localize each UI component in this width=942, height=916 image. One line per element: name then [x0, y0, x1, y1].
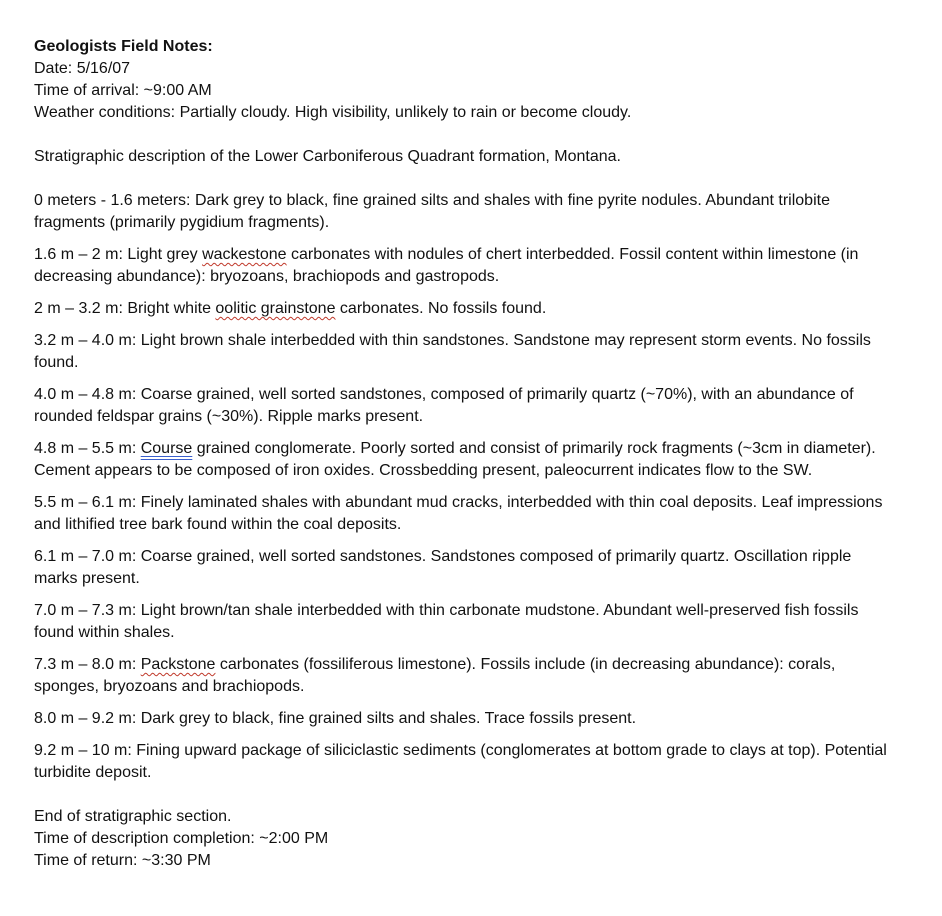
layer-text: 4.0 m – 4.8 m: Coarse grained, well sorted sandstones, composed of primarily quartz (~70%), with an abundance of rounded feldspar grains (~30%). Ripple marks present. — [34, 386, 854, 425]
layer-paragraph — [34, 600, 894, 644]
layer-paragraph — [34, 244, 894, 288]
weather-line: Weather conditions: Partially cloudy. High visibility, unlikely to rain or become cloudy. — [34, 104, 632, 121]
layer-text: 9.2 m – 10 m: Fining upward package of siliciclastic sediments (conglomerates at bottom grade to clays at top). Potential turbidite deposit. — [34, 742, 887, 781]
blank-line — [34, 168, 894, 190]
layer-paragraph — [34, 740, 894, 784]
layer-text: 3.2 m – 4.0 m: Light brown shale interbedded with thin sandstones. Sandstone may represent storm events. No fossils found. — [34, 332, 871, 371]
layer-list — [34, 190, 894, 784]
blank-line — [34, 124, 894, 146]
layer-text-start: 1.6 m – 2 m: Light grey — [34, 246, 203, 263]
intro-line: Stratigraphic description of the Lower Carboniferous Quadrant formation, Montana. — [34, 148, 621, 165]
spelling-flagged-word[interactable]: wackestone — [202, 246, 287, 263]
notes-title: Geologists Field Notes: — [34, 38, 213, 55]
completion-line: Time of description completion: ~2:00 PM — [34, 830, 329, 847]
layer-paragraph — [34, 330, 894, 374]
layer-text — [34, 438, 894, 482]
layer-text: 5.5 m – 6.1 m: Finely laminated shales with abundant mud cracks, interbedded with thin coal deposits. Leaf impressions and lithified tree bark found within the coal deposits. — [34, 494, 883, 533]
end-line: End of stratigraphic section. — [34, 808, 232, 825]
layer-text-end: carbonates. No fossils found. — [335, 300, 547, 317]
date-line: Date: 5/16/07 — [34, 60, 131, 77]
layer-text: 7.0 m – 7.3 m: Light brown/tan shale interbedded with thin carbonate mudstone. Abundant well-preserved fish fossils found within shales. — [34, 602, 859, 641]
layer-text: 8.0 m – 9.2 m: Dark grey to black, fine grained silts and shales. Trace fossils present. — [34, 710, 637, 727]
return-line: Time of return: ~3:30 PM — [34, 852, 211, 869]
layer-paragraph — [34, 492, 894, 536]
layer-paragraph — [34, 546, 894, 590]
layer-text — [34, 298, 894, 320]
layer-text-end: grained conglomerate. Poorly sorted and consist of primarily rock fragments (~3cm in diameter). Cement appears to be composed of iron oxides. Crossbedding present, paleocurrent indicates flow to the SW. — [34, 440, 876, 479]
layer-paragraph — [34, 708, 894, 730]
layer-paragraph — [34, 384, 894, 428]
layer-text: 6.1 m – 7.0 m: Coarse grained, well sorted sandstones. Sandstones composed of primarily quartz. Oscillation ripple marks present. — [34, 548, 852, 587]
layer-paragraph — [34, 298, 894, 320]
layer-text-start: 2 m – 3.2 m: Bright white — [34, 300, 216, 317]
layer-paragraph — [34, 654, 894, 698]
blank-line — [34, 794, 894, 806]
document-page — [34, 36, 894, 872]
layer-text-start: 4.8 m – 5.5 m: — [34, 440, 141, 457]
grammar-flagged-word[interactable]: Course — [140, 440, 193, 457]
layer-text-end: carbonates (fossiliferous limestone). Fossils include (in decreasing abundance): corals, sponges, bryozoans and brachiopods. — [34, 656, 836, 695]
layer-text-end: carbonates with nodules of chert interbedded. Fossil content within limestone (in decreasing abundance): bryozoans, brachiopods and gastropods. — [34, 246, 859, 285]
spelling-flagged-word[interactable]: oolitic grainstone — [215, 300, 336, 317]
spelling-flagged-word[interactable]: Packstone — [140, 656, 216, 673]
layer-text: 0 meters - 1.6 meters: Dark grey to black, fine grained silts and shales with fine pyrite nodules. Abundant trilobite fragments (primarily pygidium fragments). — [34, 192, 830, 231]
arrival-line: Time of arrival: ~9:00 AM — [34, 82, 212, 99]
layer-paragraph — [34, 438, 894, 482]
layer-paragraph — [34, 190, 894, 234]
layer-text — [34, 244, 894, 288]
layer-text-start: 7.3 m – 8.0 m: — [34, 656, 141, 673]
layer-text — [34, 654, 894, 698]
